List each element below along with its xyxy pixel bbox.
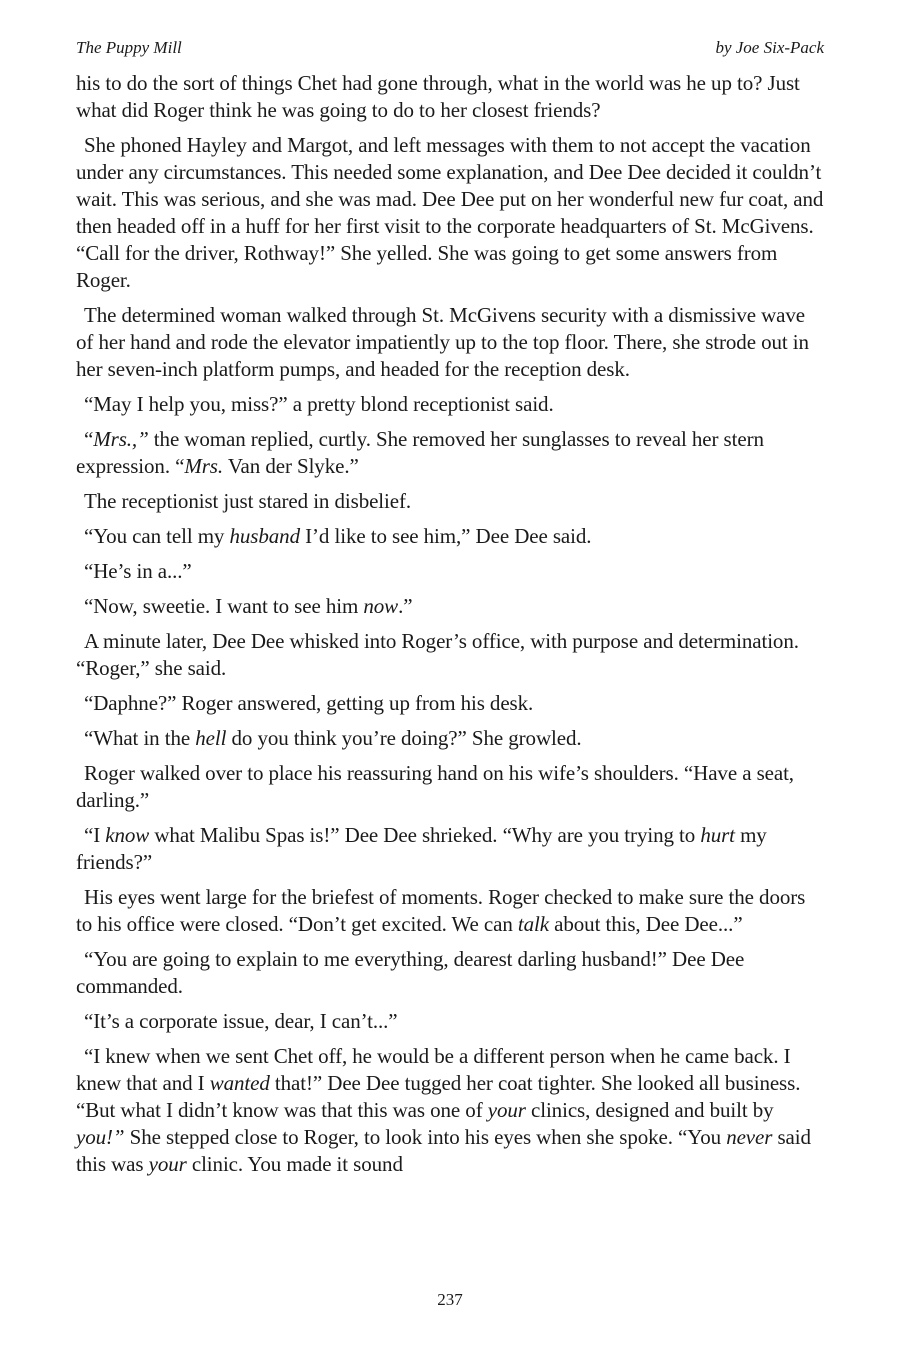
paragraph (76, 391, 824, 418)
paragraph (76, 884, 824, 938)
text-run: what Malibu Spas is!” Dee Dee shrieked. “Why are you trying to (149, 823, 701, 847)
italic-text: hell (195, 726, 227, 750)
text-run: the woman replied, curtly. She removed her sunglasses to reveal her stern expression. “ (76, 427, 764, 478)
paragraph (76, 690, 824, 717)
text-run: Van der Slyke.” (223, 454, 359, 478)
paragraph (76, 822, 824, 876)
italic-text: you!” (76, 1125, 125, 1149)
italic-text: your (487, 1098, 526, 1122)
paragraph (76, 725, 824, 752)
text-run: do you think you’re doing?” She growled. (226, 726, 582, 750)
text-run: .” (398, 594, 413, 618)
author-name: by Joe Six-Pack (715, 38, 824, 57)
italic-text: wanted (209, 1071, 270, 1095)
italic-text: husband (229, 524, 300, 548)
text-run: clinic. You made it sound (186, 1152, 403, 1176)
text-run: She stepped close to Roger, to look into his eyes when she spoke. “You (124, 1125, 727, 1149)
paragraph (76, 628, 824, 682)
text-run: Roger walked over to place his reassuring hand on his wife’s shoulders. “Have a seat, darling.” (76, 761, 794, 812)
paragraph (76, 488, 824, 515)
text-run: my friends?” (76, 823, 767, 874)
text-run: I’d like to see him,” Dee Dee said. (299, 524, 592, 548)
text-run: “It’s a corporate issue, dear, I can’t...” (84, 1009, 398, 1033)
italic-text: your (148, 1152, 187, 1176)
paragraph (76, 1008, 824, 1035)
italic-text: Mrs.,” (93, 427, 149, 451)
text-run: his to do the sort of things Chet had gone through, what in the world was he up to? Just what did Roger think he was going to do to her closest friends? (76, 71, 800, 122)
paragraph (76, 523, 824, 550)
text-run: His eyes went large for the briefest of moments. Roger checked to make sure the doors to his office were closed. “Don’t get excited. We can (76, 885, 806, 936)
paragraph (76, 1043, 824, 1178)
italic-text: never (726, 1125, 773, 1149)
paragraph (76, 760, 824, 814)
text-run: “Daphne?” Roger answered, getting up from his desk. (84, 691, 534, 715)
paragraph (76, 132, 824, 294)
paragraph (76, 946, 824, 1000)
text-run: The determined woman walked through St. McGivens security with a dismissive wave of her hand and rode the elevator impatiently up to the top floor. There, she strode out in her seven-inch platform pumps, and headed for the reception desk. (76, 303, 809, 381)
text-run: “I knew when we sent Chet off, he would be a different person when he came back. I knew that and I (76, 1044, 791, 1095)
paragraph (76, 593, 824, 620)
text-run: “You can tell my (84, 524, 230, 548)
text-run: “You are going to explain to me everything, dearest darling husband!” Dee Dee commanded. (76, 947, 745, 998)
italic-text: Mrs. (184, 454, 224, 478)
italic-text: know (105, 823, 150, 847)
text-run: clinics, designed and built by (525, 1098, 774, 1122)
text-run: that!” Dee Dee tugged her coat tighter. She looked all business. “But what I didn’t know was that this was one of (76, 1071, 801, 1122)
text-run: “May I help you, miss?” a pretty blond receptionist said. (84, 392, 554, 416)
italic-text: talk (517, 912, 550, 936)
italic-text: hurt (700, 823, 735, 847)
text-run: “He’s in a...” (84, 559, 192, 583)
italic-text: now (363, 594, 399, 618)
text-run: “Now, sweetie. I want to see him (84, 594, 364, 618)
text-run: She phoned Hayley and Margot, and left messages with them to not accept the vacation under any circumstances. This needed some explanation, and Dee Dee decided it couldn’t wait. This was serious, and she was mad. Dee Dee put on her wonderful new fur coat, and then headed off in a huff for her first visit to the corporate headquarters of St. McGivens. “Call for the driver, Rothway!” She yelled. She was going to get some answers from Roger. (76, 133, 824, 292)
text-run: “ (84, 427, 94, 451)
text-run: about this, Dee Dee...” (549, 912, 743, 936)
text-run: A minute later, Dee Dee whisked into Roger’s office, with purpose and determination. “Roger,” she said. (76, 629, 799, 680)
text-run: “I (84, 823, 106, 847)
book-title: The Puppy Mill (76, 38, 182, 57)
text-run: said this was (76, 1125, 811, 1176)
page-number: 237 (437, 1290, 463, 1309)
paragraph (76, 302, 824, 383)
paragraph (76, 70, 824, 124)
paragraph (76, 558, 824, 585)
paragraph (76, 426, 824, 480)
body-text (76, 70, 824, 1186)
text-run: “What in the (84, 726, 196, 750)
text-run: The receptionist just stared in disbelief. (84, 489, 412, 513)
